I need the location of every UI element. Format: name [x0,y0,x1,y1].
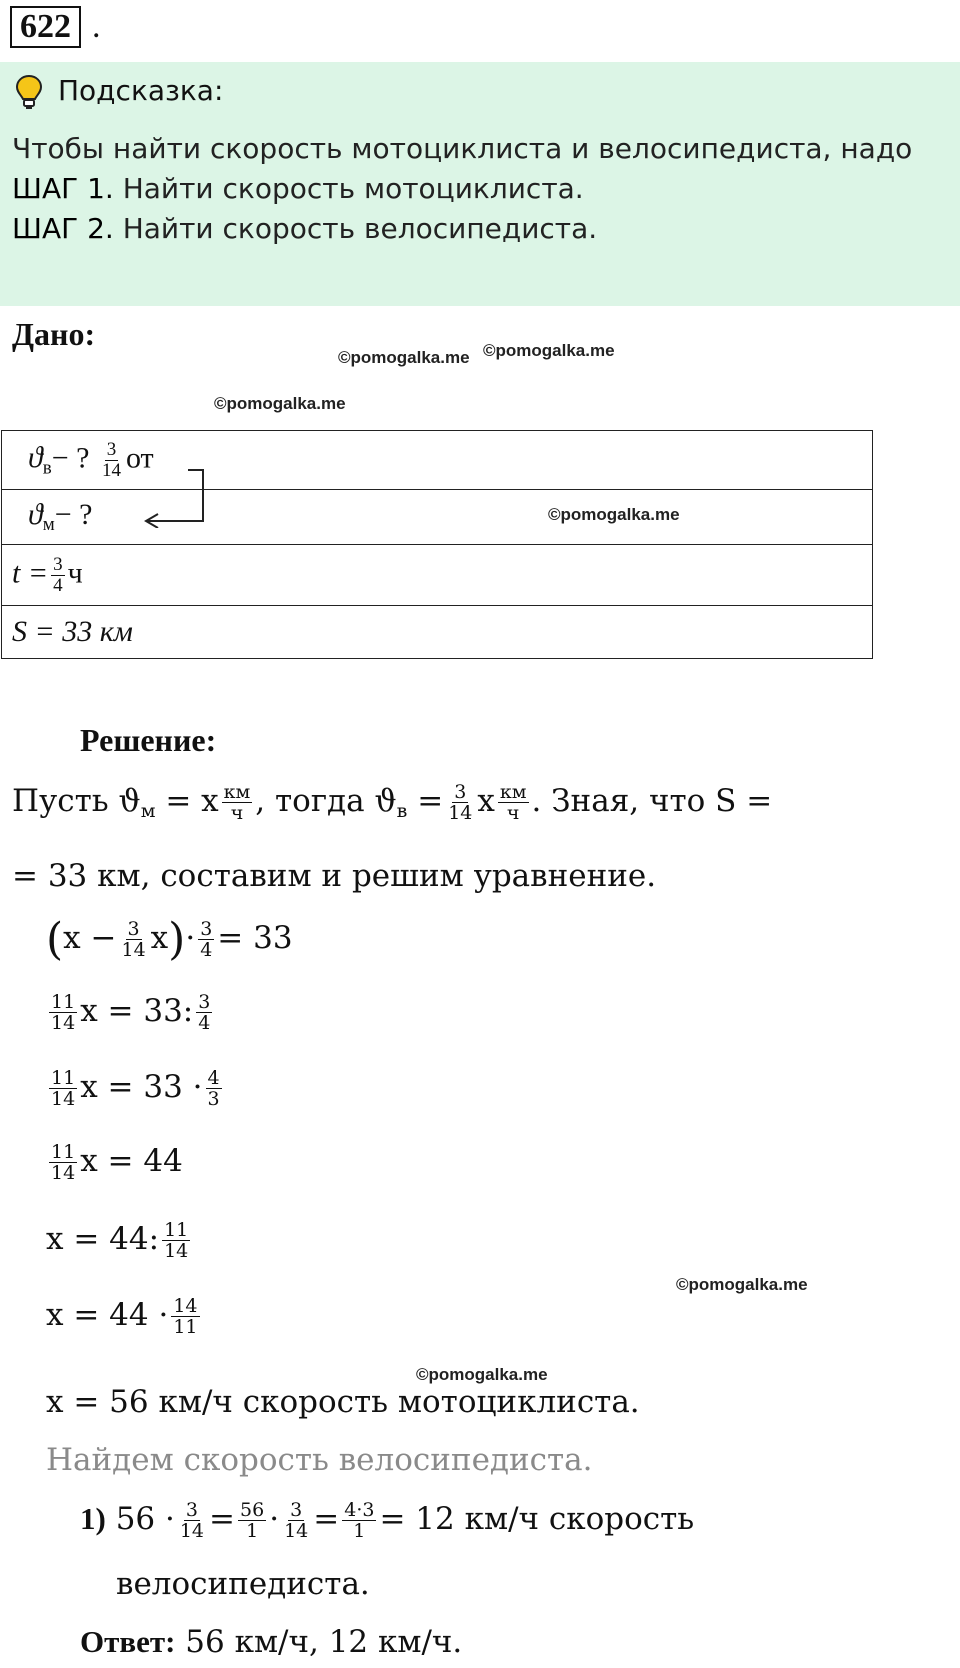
equation-4: $\frac{11}{14}$ x = 44 [51,1141,183,1184]
equation-5: x = 44: $\frac{11}{14}$ [46,1219,189,1262]
problem-number: 622 [10,6,81,48]
solution-line-1: Пусть $ϑ_м = x$ $\frac{км}{ч}$ , тогда $ϑ_в$ = $\frac{3}{14}$ x $\frac{км}{ч}$ . Зная, что S = [12,781,773,824]
watermark: ©pomogalka.me [483,341,615,360]
equation-2: $\frac{11}{14}$ x = 33: $\frac{3}{4}$ [51,991,211,1034]
problem-number-dot: . [92,8,101,45]
watermark: ©pomogalka.me [214,394,346,413]
equation-1: (x − $\frac{3}{14}$ x)· $\frac{3}{4}$ = 33 [46,914,293,965]
given-row-time: t = $\frac{3}{4}$ ч [2,545,873,606]
relation-arrow [140,462,210,528]
watermark: ©pomogalka.me [338,348,470,367]
given-table [1,430,873,659]
given-row-speed-moto: $ϑ_м-$ ? [2,490,873,545]
find-cyclist-text: Найдем скорость велосипедиста. [46,1442,593,1478]
step-1-continuation: велосипедиста. [116,1566,370,1602]
hint-intro: Чтобы найти скорость мотоциклиста и велосипедиста, надо [12,132,913,165]
watermark: ©pomogalka.me [548,505,680,524]
equation-3: $\frac{11}{14}$ x = 33 · $\frac{4}{3}$ [51,1067,220,1110]
hint-step-2-text: Найти скорость велосипедиста. [113,212,598,245]
fraction: $\frac{3}{14}$ [101,438,121,481]
answer-line [80,1624,462,1660]
hint-step-1-label: ШАГ 1. [12,172,114,205]
watermark: ©pomogalka.me [676,1275,808,1294]
answer-text: 56 км/ч, 12 км/ч. [185,1624,463,1660]
hint-step-1-text: Найти скорость мотоциклиста. [113,172,584,205]
equation-6: x = 44 · $\frac{14}{11}$ [46,1295,198,1338]
hint-step-2-label: ШАГ 2. [12,212,114,245]
fraction: $\frac{3}{4}$ [53,553,63,596]
given-row-speed-cyclist: $ϑ_в-$ ? $\frac{3}{14}$ от [2,431,873,490]
step-1-line: 1) 56 · $\frac{3}{14}$ = $\frac{56}{1}$ · $\frac{3}{14}$ = $\frac{4\cdot 3}{1}$ = 12 км/ч скорость [80,1499,695,1542]
answer-label: Ответ: [80,1624,176,1659]
equation-7: x = 56 км/ч скорость мотоциклиста. [46,1384,640,1420]
solution-line-2: = 33 км, составим и решим уравнение. [12,858,657,894]
hint-step-2 [12,212,597,245]
given-row-distance: S = 33 км [2,606,873,659]
hint-step-1 [12,172,584,205]
given-title: Дано: [12,316,96,352]
hint-title: Подсказка: [58,74,224,107]
watermark: ©pomogalka.me [416,1365,548,1384]
solution-title: Решение: [80,722,217,758]
lightbulb-icon [14,74,44,110]
